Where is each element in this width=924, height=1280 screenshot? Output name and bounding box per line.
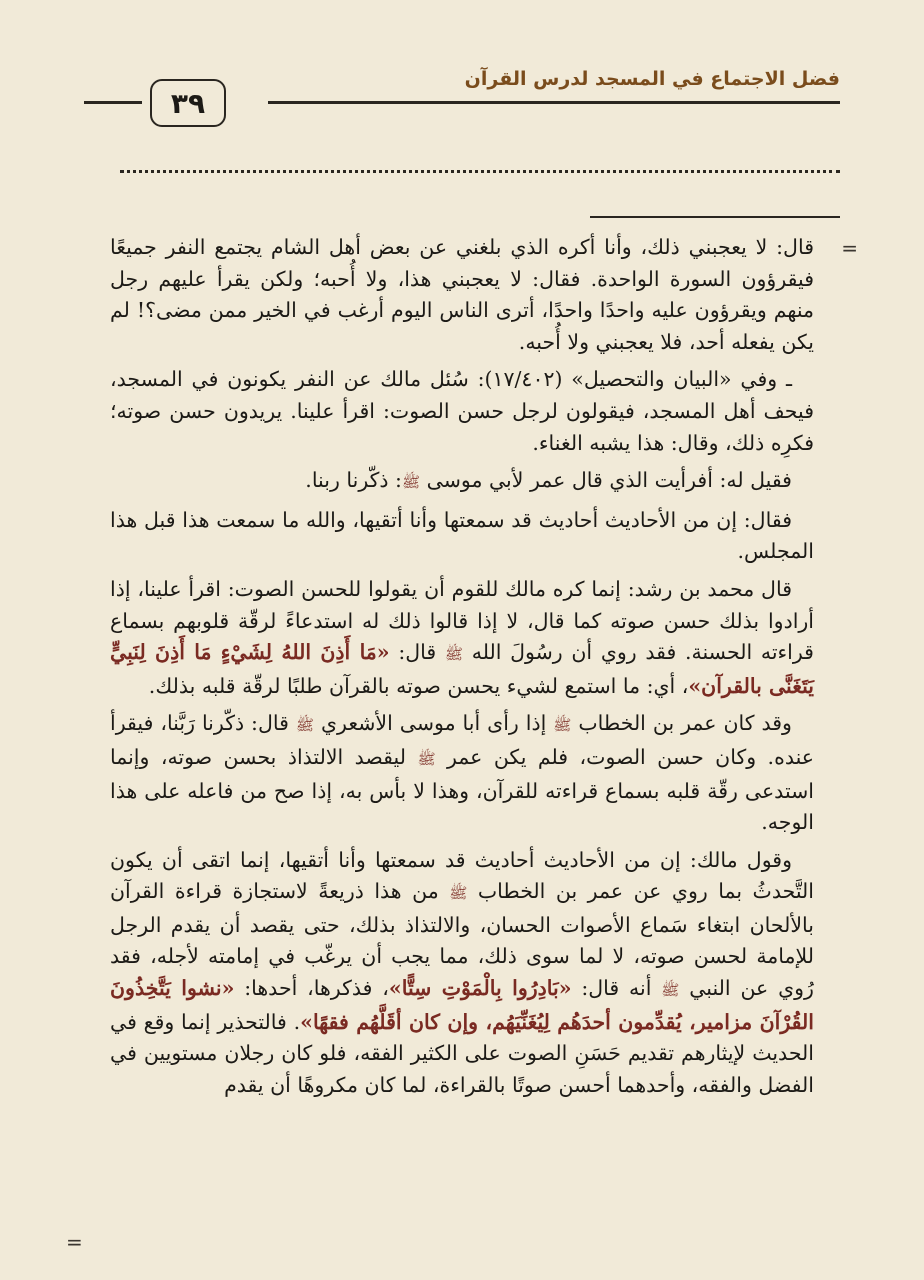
- text: : ذكّرنا ربنا.: [305, 468, 402, 493]
- continuation-mark-top: =: [841, 236, 858, 260]
- paragraph: [110, 232, 814, 358]
- text: ليقصد الالتذاذ بحسن صوته، وإنما استدعى رقّة قلبه بسماع قراءته للقرآن، وهذا لا بأس به، إذا صح من فاعله على هذا الوجه.: [110, 744, 814, 835]
- text: ، أي: ما استمع لشيء يحسن صوته بالقرآن طلبًا لرقّة قلبه بذلك.: [148, 673, 689, 698]
- page-number: ٣٩: [150, 79, 226, 127]
- honorific-glyph: ﷺ: [401, 473, 421, 492]
- hadith-quote: «بَادِرُوا بِالْمَوْتِ سِتًّا»: [388, 976, 572, 1001]
- hadith-quote: «نشوا يَتَّخِذُونَ القُرْآنَ مزامير، يُقدِّمون أحدَهُم لِيُغَنِّيَهُم، وإن كان أقَلَّهُم فقهًا»: [110, 976, 814, 1034]
- paragraph: [110, 574, 814, 702]
- dotted-separator: [120, 170, 840, 173]
- text: فقيل له: أفرأيت الذي قال عمر لأبي موسى: [426, 468, 792, 493]
- hadith-quote: «مَا أَذِنَ اللهُ لِشَيْءٍ مَا أَذِنَ لِنَبِيٍّ يَتَغَنَّى بالقرآن»: [110, 640, 814, 698]
- text: ـ وفي «البيان والتحصيل» (١٧/٤٠٢): سُئل مالك عن النفر يكونون في المسجد، فيحف أهل المسجد، فيقولون لرجل حسن الصوت: اقرأ علينا. يريدون حسن صوته؛ فكرِه ذلك، وقال: هذا يشبه الغناء.: [110, 367, 814, 455]
- continuation-mark-bottom: =: [66, 1230, 83, 1254]
- text: إذا رأى أبا موسى الأشعري: [320, 711, 547, 736]
- text: أنه قال:: [581, 976, 652, 1001]
- text: قال: ذكّرنا رَبَّنا، فيقرأ عنده. وكان حسن الصوت، فلم يكن عمر: [110, 711, 814, 769]
- header-rule: [268, 101, 840, 104]
- text: وقد كان عمر بن الخطاب: [578, 711, 792, 736]
- footnote-body: [110, 232, 814, 1107]
- honorific-glyph: ﷺ: [449, 884, 468, 903]
- honorific-glyph: ﷺ: [417, 749, 436, 768]
- text: قال محمد بن رشد: إنما كره مالك للقوم أن يقولوا للحسن الصوت: اقرأ علينا، إذا أرادوا بذلك حسن صوته كما قال، لا إذا قالوا ذلك له استدعاءً لرقّة قلوبهم بسماع قراءته الحسنة. فقد روي أن رسُولَ الله: [110, 576, 814, 665]
- honorific-glyph: ﷺ: [444, 645, 463, 664]
- text: فقال: إن من الأحاديث أحاديث قد سمعتها وأنا أتقيها، والله ما سمعت هذا قبل هذا المجلس.: [110, 507, 814, 564]
- honorific-glyph: ﷺ: [661, 981, 680, 1000]
- footnote-rule: [590, 216, 840, 218]
- text: وقول مالك: إن من الأحاديث أحاديث قد سمعتها وأنا أتقيها، إنما اتقى أن يكون التَّحدثُ بما روي عن عمر بن الخطاب: [110, 847, 814, 904]
- paragraph: [110, 708, 814, 838]
- header-rule-short: [84, 101, 142, 104]
- text: من هذا ذريعةً لاستجازة قراءة القرآن بالألحان ابتغاء سَماع الأصوات الحسان، والالتذاذ بذلك، حتى يقصد أن يقدم الرجل للإمامة لحسن صوته، لا لما سوى ذلك، مما يجب أن يرغّب في إمامته لأجله، فقد رُوي عن النبي: [110, 879, 814, 1001]
- text: ، فذكرها، أحدها:: [244, 976, 389, 1001]
- running-header-title: فضل الاجتماع في المسجد لدرس القرآن: [464, 68, 840, 90]
- paragraph: [110, 364, 814, 459]
- paragraph: [110, 505, 814, 568]
- text: . فالتحذير إنما وقع في الحديث لإيثارهم تقديم حَسَنِ الصوت على الكثير الفقه، فلو كان رجلان مستويين في الفضل والفقه، وأحدهما أحسن صوتًا بالقراءة، لما كان مكروهًا أن يقدم: [110, 1009, 814, 1097]
- paragraph: [110, 465, 814, 499]
- honorific-glyph: ﷺ: [553, 716, 572, 735]
- paragraph: [110, 845, 814, 1102]
- honorific-glyph: ﷺ: [295, 716, 314, 735]
- text: قال: لا يعجبني ذلك، وأنا أكره الذي بلغني عن بعض أهل الشام يجتمع النفر جميعًا فيقرؤون السورة الواحدة. فقال: لا يعجبني هذا، ولا أُحبه؛ ولكن يقرأ عليهم رجل منهم ويقرؤون عليه واحدًا واحدًا، أترى الناس اليوم أرغب في الخير ممن مضى؟! لم يكن يفعله أحد، فلا يعجبني ولا أُحبه.: [110, 235, 814, 354]
- text: قال:: [398, 640, 437, 665]
